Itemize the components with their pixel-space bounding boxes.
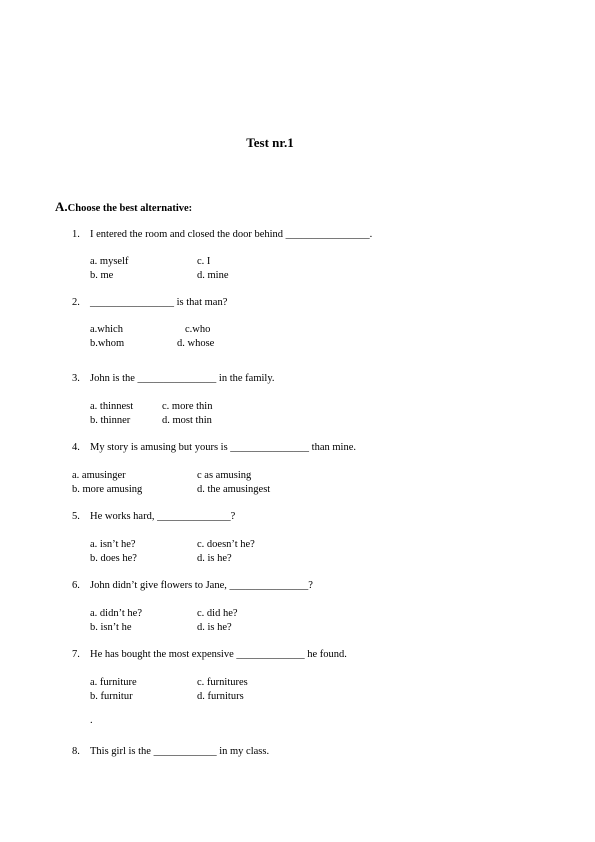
option-c: c. doesn’t he? bbox=[197, 539, 255, 550]
option-a: a. amusinger bbox=[72, 470, 126, 481]
question-text: He works hard, ______________? bbox=[90, 511, 236, 522]
option-b: b. me bbox=[90, 270, 114, 281]
option-b: b. thinner bbox=[90, 415, 131, 426]
question-number: 8. bbox=[72, 746, 80, 757]
question-text: John is the _______________ in the family. bbox=[90, 373, 275, 384]
option-c: c as amusing bbox=[197, 470, 252, 481]
question-text: John didn’t give flowers to Jane, _______________? bbox=[90, 580, 313, 591]
option-c: c. more thin bbox=[162, 401, 213, 412]
option-a: a. isn’t he? bbox=[90, 539, 136, 550]
option-a: a. thinnest bbox=[90, 401, 134, 412]
section-letter: A. bbox=[55, 199, 68, 214]
option-d: d. whose bbox=[177, 338, 215, 349]
question-number: 4. bbox=[72, 442, 80, 453]
option-d: d. mine bbox=[197, 270, 229, 281]
option-a: a. didn’t he? bbox=[90, 608, 142, 619]
option-b: b. more amusing bbox=[72, 484, 143, 495]
option-a: a. furniture bbox=[90, 677, 137, 688]
question-text: I entered the room and closed the door behind ________________. bbox=[90, 229, 373, 240]
option-a: a.which bbox=[90, 324, 123, 335]
option-c: c.who bbox=[185, 324, 211, 335]
option-c: c. furnitures bbox=[197, 677, 248, 688]
question-number: 1. bbox=[72, 229, 80, 240]
option-b: b.whom bbox=[90, 338, 125, 349]
question-number: 5. bbox=[72, 511, 80, 522]
option-b: b. does he? bbox=[90, 553, 137, 564]
question-text: ________________ is that man? bbox=[90, 297, 228, 308]
option-a: a. myself bbox=[90, 256, 129, 267]
question-text: This girl is the ____________ in my class. bbox=[90, 746, 270, 757]
question-number: 6. bbox=[72, 580, 80, 591]
option-b: b. isn’t he bbox=[90, 622, 132, 633]
option-c: c. I bbox=[197, 256, 211, 267]
option-d: d. most thin bbox=[162, 415, 212, 426]
section-instruction: Choose the best alternative: bbox=[67, 203, 193, 214]
option-c: c. did he? bbox=[197, 608, 238, 619]
page-title: Test nr.1 bbox=[246, 135, 294, 150]
question-number: 7. bbox=[72, 649, 80, 660]
question-text: He has bought the most expensive _____________ he found. bbox=[90, 649, 347, 660]
section-heading bbox=[55, 200, 192, 215]
option-d: d. is he? bbox=[197, 622, 232, 633]
option-d: d. the amusingest bbox=[197, 484, 271, 495]
option-b: b. furnitur bbox=[90, 691, 133, 702]
option-d: d. is he? bbox=[197, 553, 232, 564]
question-text: My story is amusing but yours is _______________ than mine. bbox=[90, 442, 356, 453]
question-number: 3. bbox=[72, 373, 80, 384]
trailing-period: . bbox=[90, 715, 93, 726]
option-d: d. furniturs bbox=[197, 691, 244, 702]
question-number: 2. bbox=[72, 297, 80, 308]
